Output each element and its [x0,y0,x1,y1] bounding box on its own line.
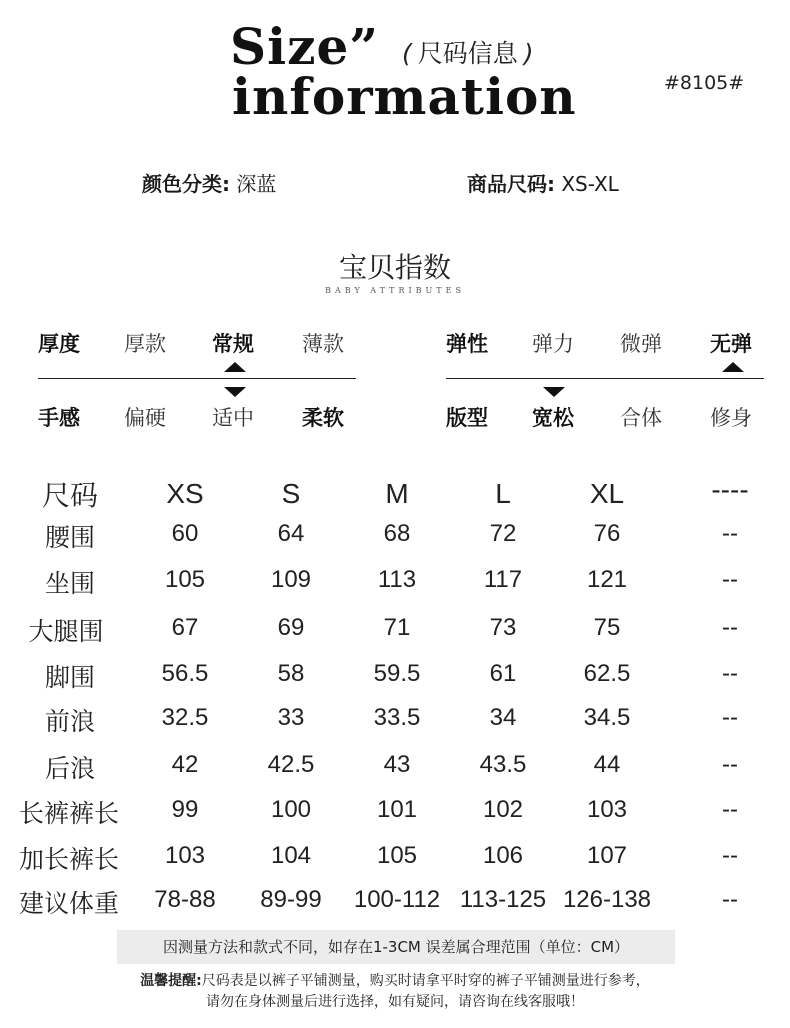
size-cell: 102 [482,796,524,823]
size-cell: 76 [593,520,621,547]
size-cell: 43 [383,751,411,778]
tip-text-1: 尺码表是以裤子平铺测量，购买时请拿平时穿的裤子平铺测量进行参考， [201,973,650,989]
size-cell: 69 [277,614,305,641]
size-cell: 75 [593,614,621,641]
size-cell: 103 [586,796,628,823]
size-cell: -- [722,520,738,547]
title-information: information [232,67,577,126]
size-cell: -- [722,660,738,687]
size-cell: 126-138 [562,886,652,913]
row-label: 前浪 [44,707,95,736]
fit-option-loose: 宽松 [532,406,574,430]
elasticity-option-stretch: 弹力 [532,332,574,356]
size-cell: -- [722,886,738,913]
row-label: 建议体重 [18,889,119,918]
subtitle-close-paren: ) [523,39,534,68]
row-label: 脚围 [44,663,95,692]
size-cell: 121 [586,566,628,593]
size-cell: 106 [482,842,524,869]
size-cell: 105 [164,566,206,593]
elasticity-label: 弹性 [446,332,488,356]
size-cell: 104 [270,842,312,869]
row-label: 大腿围 [28,617,104,646]
feel-option-moderate: 适中 [212,406,254,430]
size-cell: 73 [489,614,517,641]
product-code: #8105# [664,72,745,94]
size-cell: 60 [171,520,199,547]
attributes-title: 宝贝指数 [338,251,451,284]
size-cell: 105 [376,842,418,869]
tip-line-2: 请勿在身体测量后进行选择，如有疑问，请咨询在线客服哦！ [206,994,584,1010]
size-cell: 58 [277,660,305,687]
size-cell: 117 [483,566,523,593]
color-value: 深蓝 [236,172,277,196]
color-info [142,168,276,197]
thickness-option-thin: 薄款 [302,332,344,356]
size-cell: 100 [270,796,312,823]
subtitle [402,34,534,70]
size-cell: 100-112 [353,886,441,913]
size-cell: 78-88 [154,886,216,913]
size-cell: 34 [489,704,517,731]
divider-right [446,378,764,379]
size-cell: -- [722,566,738,593]
size-cell: 59.5 [373,660,421,687]
size-header-s: S [281,478,301,509]
size-cell: 89-99 [260,886,322,913]
size-header-blank: ---- [711,474,749,505]
size-header-l: L [495,478,511,509]
size-cell: 42.5 [267,751,315,778]
elasticity-option-slight: 微弹 [620,332,662,356]
row-label: 后浪 [44,754,95,783]
size-cell: 34.5 [583,704,631,731]
subtitle-open-paren: ( [402,39,412,68]
row-label: 加长裤长 [18,845,119,874]
size-cell: 33.5 [373,704,421,731]
size-label: 商品尺码: [467,172,555,196]
size-cell: 109 [270,566,312,593]
size-cell: 103 [164,842,206,869]
size-cell: 113 [377,566,417,593]
size-table-corner: 尺码 [41,479,98,512]
color-label: 颜色分类: [142,172,230,196]
size-cell: -- [722,796,738,823]
size-info [467,168,619,197]
size-cell: 107 [586,842,628,869]
size-header-xl: XL [589,478,625,509]
tip-label: 温馨提醒: [140,973,202,989]
size-cell: 32.5 [161,704,209,731]
subtitle-text: 尺码信息 [417,39,518,68]
size-cell: 62.5 [583,660,631,687]
fit-option-slim: 修身 [710,406,752,430]
disclaimer-bar: 因测量方法和款式不同，如存在1-3CM 误差属合理范围（单位：CM） [117,930,675,964]
title-size: Size” [230,17,380,76]
size-cell: 68 [383,520,411,547]
size-cell: 33 [277,704,305,731]
size-cell: 67 [171,614,199,641]
size-cell: 43.5 [479,751,527,778]
size-header-xs: XS [166,478,204,509]
size-cell: -- [722,614,738,641]
thickness-option-thick: 厚款 [124,332,166,356]
size-value: XS-XL [561,172,619,196]
size-cell: 64 [277,520,305,547]
size-header-m: M [385,478,409,509]
attributes-subtitle: BABY ATTRIBUTES [325,286,465,295]
size-cell: 44 [593,751,621,778]
size-cell: 61 [489,660,517,687]
size-cell: -- [722,842,738,869]
fit-option-regular: 合体 [620,406,662,430]
fit-label: 版型 [446,406,488,430]
size-cell: -- [722,704,738,731]
size-cell: 72 [489,520,517,547]
divider-left [38,378,356,379]
size-cell: 71 [383,614,411,641]
thickness-option-regular: 常规 [212,332,254,356]
feel-label: 手感 [38,406,80,430]
size-cell: 99 [171,796,199,823]
thickness-indicator-up-icon [224,362,246,372]
feel-option-soft: 柔软 [302,406,344,430]
size-cell: 56.5 [161,660,209,687]
size-cell: 113-125 [459,886,547,913]
fit-indicator-down-icon [543,387,565,397]
feel-option-hard: 偏硬 [124,406,166,430]
row-label: 长裤裤长 [18,799,119,828]
thickness-label: 厚度 [38,332,80,356]
size-cell: -- [722,751,738,778]
size-cell: 101 [376,796,418,823]
feel-indicator-down-icon [224,387,246,397]
row-label: 腰围 [44,523,95,552]
elasticity-indicator-up-icon [722,362,744,372]
elasticity-option-none: 无弹 [710,332,752,356]
size-cell: 42 [171,751,199,778]
row-label: 坐围 [44,569,95,598]
tip-line-1 [0,970,790,990]
